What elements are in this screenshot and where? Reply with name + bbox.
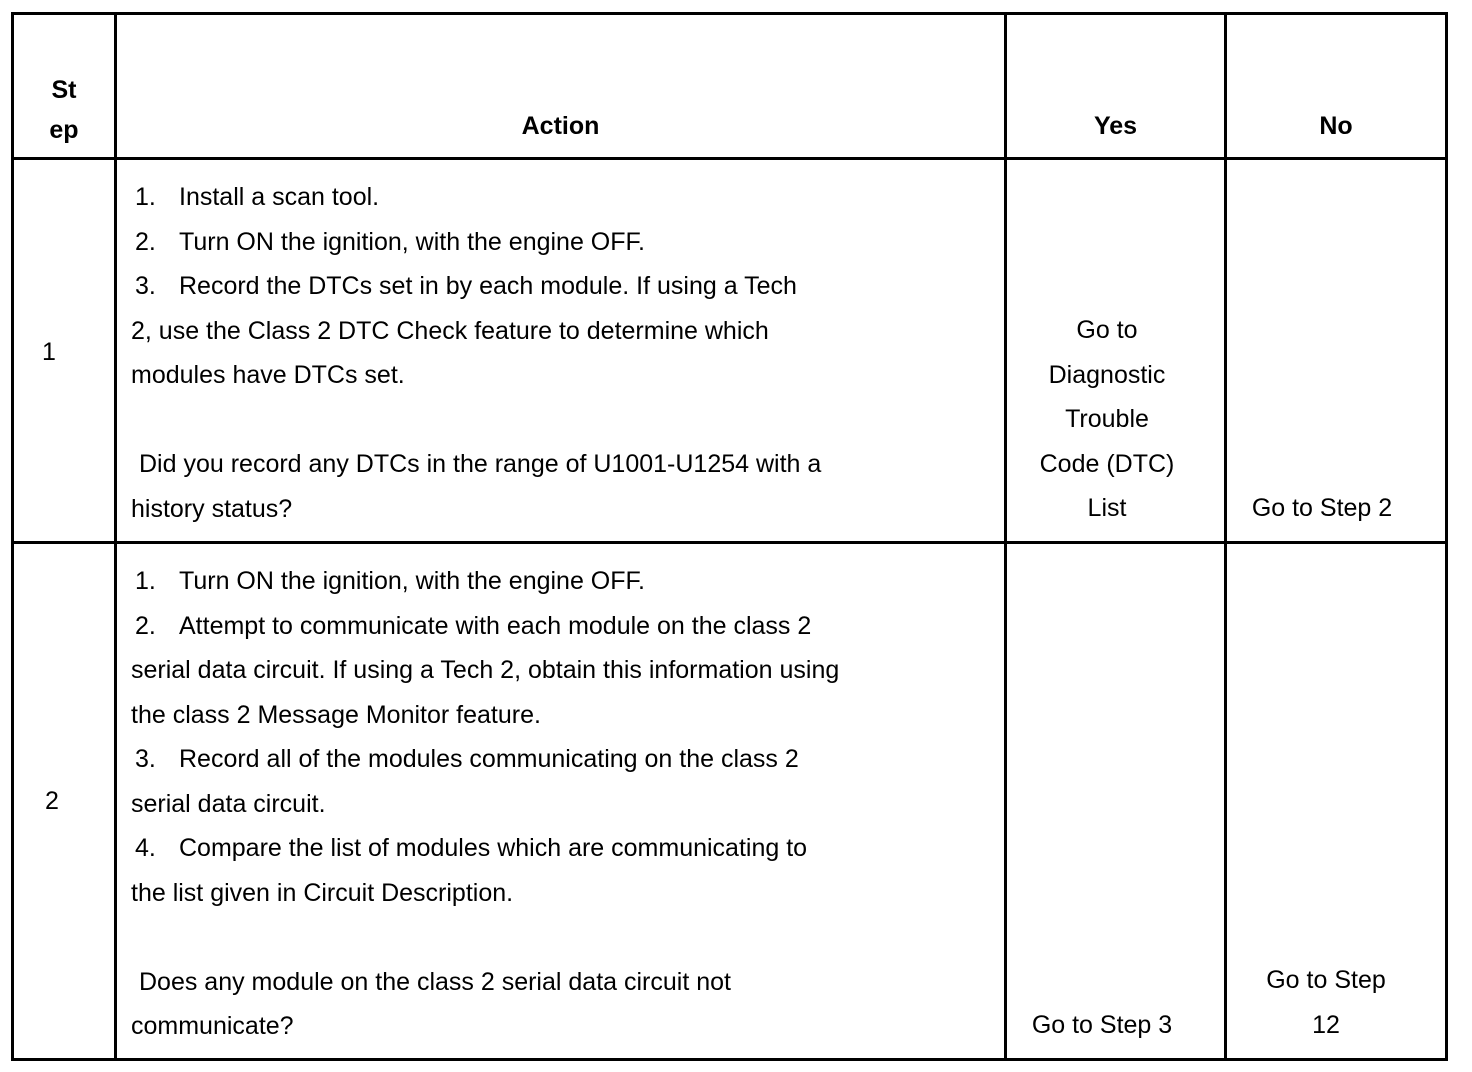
list-item: 1. Turn ON the ignition, with the engine OFF. [135,567,645,595]
yes-line: Code (DTC) [1039,449,1175,478]
table-border-top [11,12,1448,15]
table-border-right [1445,12,1448,1061]
header-step [14,70,114,150]
question-text: history status? [131,494,293,523]
no-line: Go to Step [1266,966,1386,994]
step-number: 2 [45,787,59,815]
list-item: 2. Turn ON the ignition, with the engine OFF. [135,227,645,256]
diagnostic-table [11,12,1448,1061]
question-text: Does any module on the class 2 serial data circuit not [139,967,731,996]
list-item-continuation: the list given in Circuit Description. [131,878,514,907]
list-item-continuation: the class 2 Message Monitor feature. [131,700,541,729]
question-text: communicate? [131,1012,294,1040]
yes-line: List [1087,494,1127,522]
step-number: 1 [42,338,56,366]
table-border-bottom [11,1058,1448,1061]
header-step-line2: ep [49,116,79,144]
header-divider [11,157,1448,160]
header-yes: Yes [1093,112,1138,140]
yes-line: Trouble [1065,405,1149,433]
question-text: Did you record any DTCs in the range of U1001-U1254 with a [139,450,822,478]
yes-line: Go to [1076,316,1138,344]
list-item: 2. Attempt to communicate with each module on the class 2 [135,611,812,640]
header-no: No [1319,112,1353,140]
table-border-left [11,12,14,1061]
col-divider-step [114,12,117,1061]
list-item-continuation: modules have DTCs set. [131,361,405,389]
list-item: 4. Compare the list of modules which are communicating to [135,834,808,862]
step-1-yes [1007,308,1207,531]
list-item-continuation: 2, use the Class 2 DTC Check feature to determine which [131,316,769,345]
step-2-action [131,559,1001,1049]
list-item-continuation: serial data circuit. If using a Tech 2, obtain this information using [131,656,840,684]
list-item-continuation: serial data circuit. [131,789,326,818]
step-2-yes [1007,1003,1197,1048]
no-line: Go to Step 2 [1251,494,1393,522]
step-1-action [131,175,991,531]
header-step-line1: St [51,76,77,104]
list-item: 1. Install a scan tool. [135,183,380,211]
header-action: Action [521,112,600,140]
col-divider-yes [1224,12,1227,1061]
yes-line: Diagnostic [1048,360,1166,389]
col-divider-action [1004,12,1007,1061]
row-divider [11,541,1448,544]
no-line: 12 [1312,1010,1340,1039]
step-2-no [1227,958,1425,1047]
step-1-no [1227,486,1417,531]
list-item: 3. Record all of the modules communicating on the class 2 [135,745,799,773]
yes-line: Go to Step 3 [1031,1011,1173,1039]
list-item: 3. Record the DTCs set in by each module. If using a Tech [135,272,797,300]
